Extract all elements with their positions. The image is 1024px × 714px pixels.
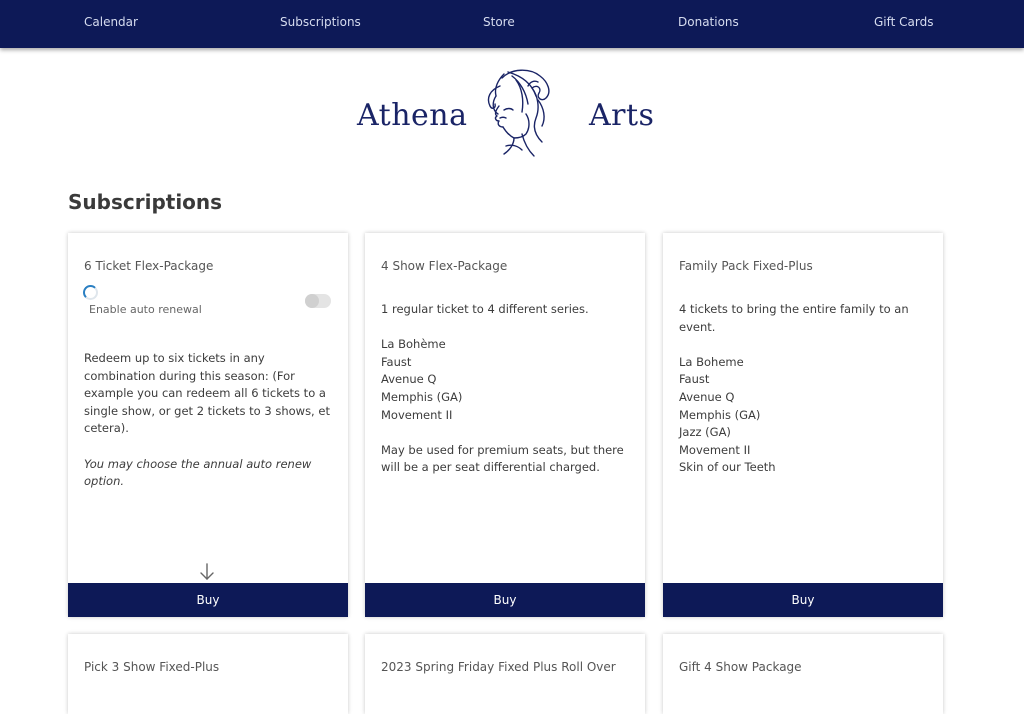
top-navigation — [0, 0, 1024, 48]
buy-button[interactable]: Buy — [663, 583, 943, 617]
card-title: Gift 4 Show Package — [679, 660, 802, 674]
subscription-card — [365, 233, 645, 617]
card-title: 6 Ticket Flex-Package — [84, 259, 214, 273]
show-list-item: Jazz (GA) — [679, 425, 731, 440]
show-list-item: Skin of our Teeth — [679, 460, 776, 475]
card-title: 4 Show Flex-Package — [381, 259, 508, 273]
card-title: Pick 3 Show Fixed-Plus — [84, 660, 220, 674]
subscription-card — [68, 233, 348, 617]
show-list-item: Avenue Q — [679, 389, 735, 404]
nav-subscriptions-link[interactable]: Subscriptions — [280, 15, 361, 29]
page-title: Subscriptions — [68, 190, 223, 214]
nav-calendar-link[interactable]: Calendar — [84, 15, 138, 29]
buy-button[interactable]: Buy — [68, 583, 348, 617]
show-list-item: Faust — [679, 372, 710, 387]
show-list-item: Avenue Q — [381, 372, 437, 387]
show-list-item: Movement II — [679, 442, 751, 457]
arrow-down-icon[interactable] — [199, 562, 215, 582]
card-description — [679, 301, 929, 477]
card-intro: 1 regular ticket to 4 different series. — [381, 302, 589, 316]
show-list-item: La Boheme — [679, 354, 744, 369]
loading-spinner-icon — [83, 285, 98, 300]
card-note: You may choose the annual auto renew option. — [84, 456, 312, 489]
buy-button[interactable]: Buy — [365, 583, 645, 617]
nav-store-link[interactable]: Store — [483, 15, 515, 29]
auto-renew-label: Enable auto renewal — [89, 303, 202, 316]
auto-renew-toggle[interactable] — [305, 294, 331, 308]
card-title: Family Pack Fixed-Plus — [679, 259, 813, 273]
card-description — [381, 301, 631, 477]
show-list-item: La Bohème — [381, 337, 446, 352]
show-list-item: Movement II — [381, 407, 453, 422]
subscription-card — [663, 233, 943, 617]
show-list-item: Memphis (GA) — [679, 407, 761, 422]
show-list-item: Memphis (GA) — [381, 389, 463, 404]
card-title: 2023 Spring Friday Fixed Plus Roll Over — [381, 660, 616, 674]
logo-word-arts: Arts — [589, 98, 655, 133]
toggle-knob — [305, 294, 319, 308]
subscription-card — [663, 634, 943, 714]
card-intro: 4 tickets to bring the entire family to an event. — [679, 302, 909, 334]
show-list-item: Faust — [381, 354, 412, 369]
logo-word-athena: Athena — [357, 98, 468, 133]
nav-gift-cards-link[interactable]: Gift Cards — [874, 15, 934, 29]
card-description — [84, 350, 334, 491]
nav-donations-link[interactable]: Donations — [678, 15, 739, 29]
card-description-text: Redeem up to six tickets in any combination during this season: (For example you can redeem all 6 tickets to a single show, or get 2 tickets to 3 shows, et cetera). — [84, 351, 330, 436]
subscription-card — [365, 634, 645, 714]
athena-face-logo-icon — [482, 66, 556, 158]
card-footer-note: May be used for premium seats, but there will be a per seat differential charged. — [381, 442, 624, 475]
subscription-card — [68, 634, 348, 714]
